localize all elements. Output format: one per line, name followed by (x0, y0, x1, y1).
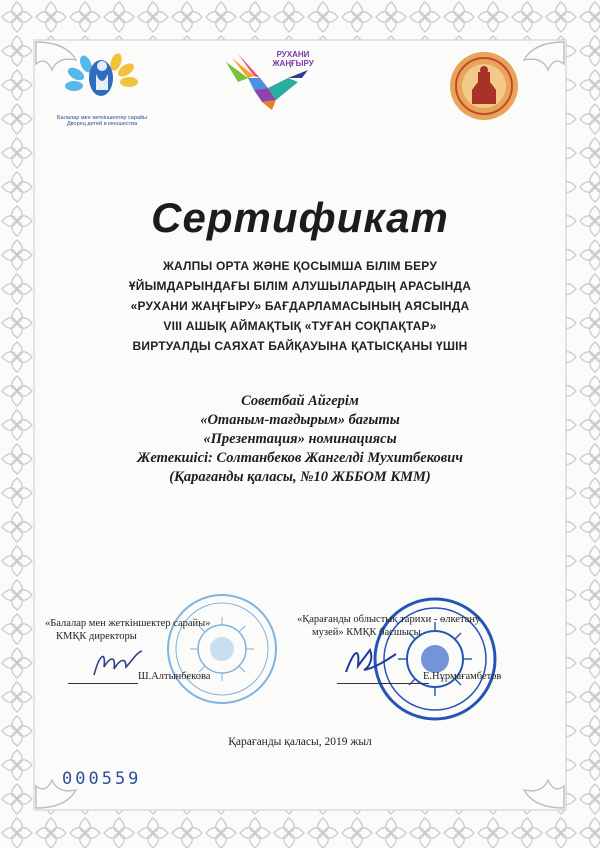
direction-text: «Отаным-тағдырым» бағыты (200, 412, 400, 428)
palace-caption: Балалар мен жеткіншектер сарайы Дворец детей и юношества (57, 115, 147, 127)
left-org-line1: «Балалар мен жеткіншектер сарайы» (45, 618, 211, 629)
rukhani-text: РУХАНИ ЖАҢҒЫРУ (272, 50, 314, 68)
museum-logo (448, 50, 520, 122)
heading-line-3: «РУХАНИ ЖАҢҒЫРУ» БАҒДАРЛАМАСЫНЫҢ АЯСЫНДА (130, 299, 470, 313)
right-org-line2: музей» КМҚК басшысы (312, 627, 421, 638)
right-org-line1: «Қарағанды облыстық тарихи - өлкетану (297, 614, 481, 625)
school-text: (Қарағанды қаласы, №10 ЖББОМ КММ) (169, 469, 431, 485)
nomination-text: «Презентация» номинациясы (203, 431, 397, 447)
left-sign-line (68, 683, 138, 684)
bird-icon (218, 48, 328, 113)
heading-line-4: VIII АШЫҚ АЙМАҚТЫҚ «ТУҒАН СОҚПАҚТАР» (163, 319, 437, 333)
left-org-line2: КМҚК директоры (56, 631, 137, 642)
heading-line-2: ҰЙЫМДАРЫНДАҒЫ БІЛІМ АЛУШЫЛАРДЫҢ АРАСЫНДА (128, 279, 472, 293)
certificate-title: Сертификат (151, 194, 449, 241)
supervisor-text: Жетекшісі: Солтанбеков Жангелді Мухитбекович (137, 450, 463, 466)
museum-emblem-icon (448, 50, 520, 122)
serial-number: 000559 (62, 769, 142, 789)
palace-logo (52, 48, 152, 128)
heading-line-1: ЖАЛПЫ ОРТА ЖӘНЕ ҚОСЫМША БІЛІМ БЕРУ (162, 259, 437, 273)
right-sign-line (337, 683, 429, 684)
left-signer-name: Ш.Алтынбекова (138, 671, 211, 682)
right-signer-name: Е.Нұрмағамбетов (423, 671, 502, 682)
city-year: Қарағанды қаласы, 2019 жыл (228, 736, 372, 748)
left-stamp (166, 593, 278, 705)
recipient-name: Советбай Айгерім (241, 393, 359, 409)
heading-line-5: ВИРТУАЛДЫ САЯХАТ БАЙҚАУЫНА ҚАТЫСҚАНЫ ҮШІН (132, 339, 468, 353)
right-signature (340, 642, 400, 680)
rukhani-logo (218, 48, 328, 113)
palace-emblem-icon (52, 48, 152, 108)
